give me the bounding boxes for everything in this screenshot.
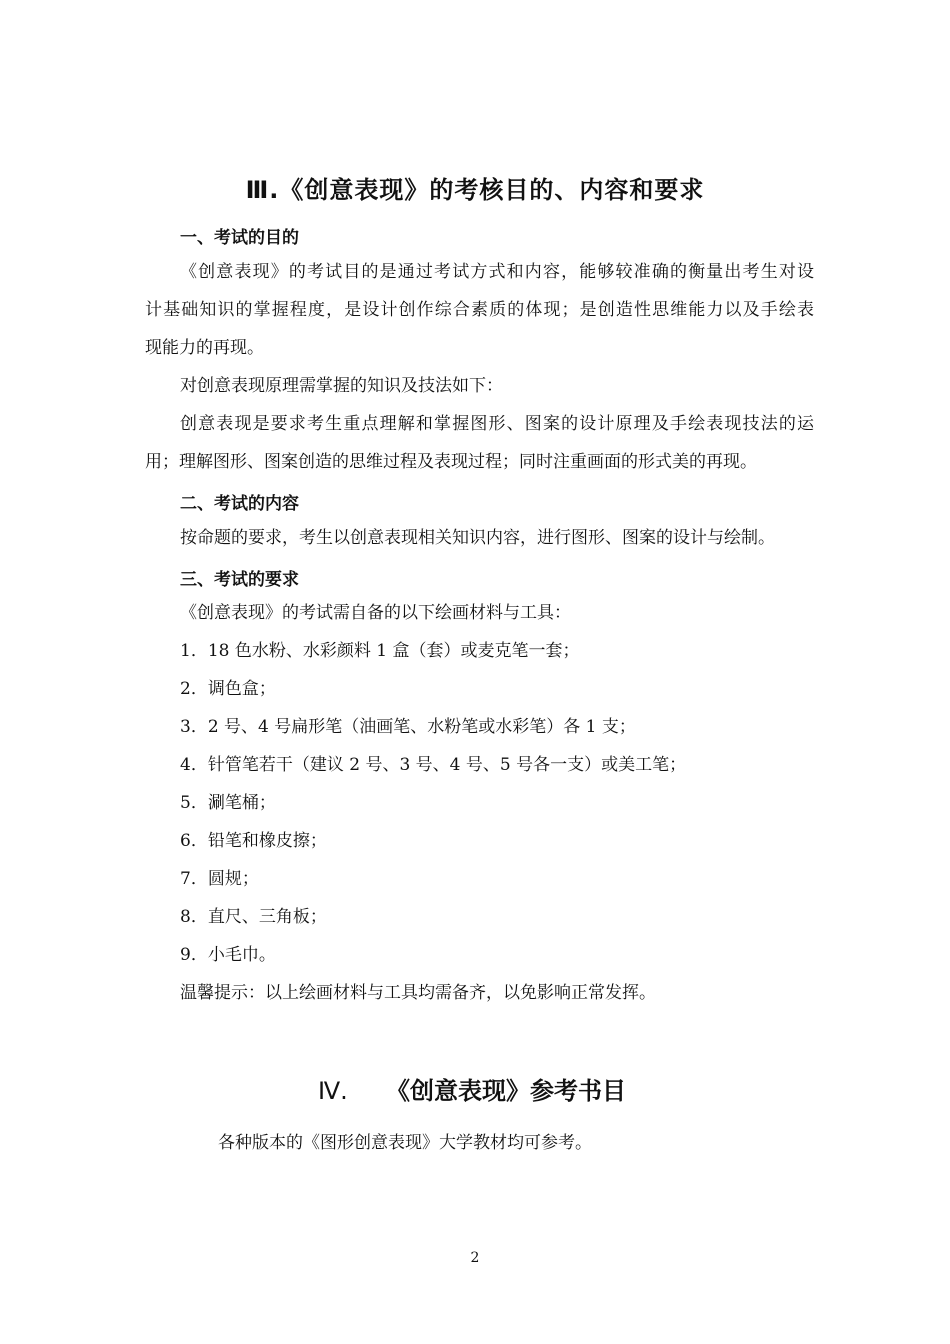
warm-tip: 温馨提示：以上绘画材料与工具均需备齐，以免影响正常发挥。 (180, 983, 656, 1003)
paragraph-purpose-line-3: 现能力的再现。 (145, 338, 264, 358)
paragraph-creative-line-1: 创意表现是要求考生重点理解和掌握图形、图案的设计原理及手绘表现技法的运 (180, 414, 814, 434)
paragraph-creative-line-2: 用；理解图形、图案创造的思维过程及表现过程；同时注重画面的形式美的再现。 (145, 452, 757, 472)
list-item: 2．调色盒； (180, 679, 276, 699)
section-4-number: Ⅳ. (318, 1077, 348, 1105)
section-3-title: Ⅲ.《创意表现》的考核目的、内容和要求 (245, 176, 705, 204)
list-item: 7．圆规； (180, 869, 259, 889)
list-item: 9．小毛巾。 (180, 945, 276, 965)
reference-books-text: 各种版本的《图形创意表现》大学教材均可参考。 (218, 1133, 592, 1153)
section-4-title-text: 《创意表现》参考书目 (386, 1077, 626, 1105)
section-4-title (318, 1071, 626, 1106)
heading-exam-purpose: 一、考试的目的 (180, 228, 299, 248)
heading-exam-requirements: 三、考试的要求 (180, 570, 299, 590)
paragraph-purpose-line-2: 计基础知识的掌握程度，是设计创作综合素质的体现；是创造性思维能力以及手绘表 (145, 300, 814, 320)
list-item: 3．2 号、4 号扁形笔（油画笔、水粉笔或水彩笔）各 1 支； (180, 717, 636, 737)
page-number: 2 (470, 1250, 480, 1266)
paragraph-materials-intro: 《创意表现》的考试需自备的以下绘画材料与工具： (180, 603, 571, 623)
list-item: 6．铅笔和橡皮擦； (180, 831, 327, 851)
paragraph-exam-content: 按命题的要求，考生以创意表现相关知识内容，进行图形、图案的设计与绘制。 (180, 528, 775, 548)
list-item: 4．针管笔若干（建议 2 号、3 号、4 号、5 号各一支）或美工笔； (180, 755, 687, 775)
paragraph-knowledge-intro: 对创意表现原理需掌握的知识及技法如下： (180, 376, 503, 396)
list-item: 8．直尺、三角板； (180, 907, 327, 927)
paragraph-purpose-line-1: 《创意表现》的考试目的是通过考试方式和内容，能够较准确的衡量出考生对设 (180, 262, 814, 282)
heading-exam-content: 二、考试的内容 (180, 494, 299, 514)
list-item: 5．涮笔桶； (180, 793, 276, 813)
list-item: 1．18 色水粉、水彩颜料 1 盒（套）或麦克笔一套； (180, 641, 580, 661)
